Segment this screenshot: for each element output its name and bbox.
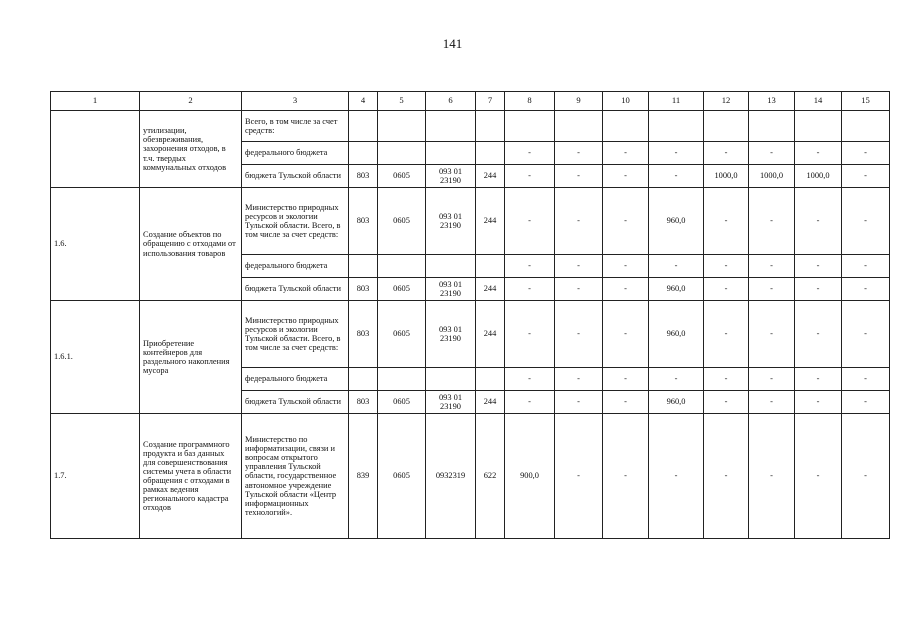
funding-source-cell: федерального бюджета: [242, 255, 349, 278]
value-cell-c9: -: [555, 391, 603, 414]
value-cell-c5: [378, 368, 426, 391]
funding-source-cell: бюджета Тульской области: [242, 278, 349, 301]
value-cell-c5: 0605: [378, 188, 426, 255]
column-header: 3: [242, 92, 349, 111]
value-cell-c9: -: [555, 414, 603, 539]
column-header: 13: [749, 92, 795, 111]
value-cell-c13: -: [749, 414, 795, 539]
value-cell-c8: -: [505, 278, 555, 301]
value-cell-c15: [842, 111, 890, 142]
value-cell-c14: 1000,0: [795, 165, 842, 188]
value-cell-c15: -: [842, 301, 890, 368]
value-cell-c7: 244: [476, 301, 505, 368]
value-cell-c5: 0605: [378, 391, 426, 414]
value-cell-c10: -: [603, 278, 649, 301]
value-cell-c11: 960,0: [649, 391, 704, 414]
funding-source-cell: федерального бюджета: [242, 142, 349, 165]
value-cell-c4: 803: [349, 391, 378, 414]
value-cell-c7: 622: [476, 414, 505, 539]
header-row: [51, 92, 890, 111]
value-cell-c4: 839: [349, 414, 378, 539]
value-cell-c13: [749, 111, 795, 142]
value-cell-c8: 900,0: [505, 414, 555, 539]
value-cell-c12: -: [704, 278, 749, 301]
value-cell-c7: 244: [476, 188, 505, 255]
value-cell-c11: 960,0: [649, 188, 704, 255]
value-cell-c6: [426, 255, 476, 278]
value-cell-c14: -: [795, 278, 842, 301]
value-cell-c12: -: [704, 255, 749, 278]
value-cell-c7: [476, 142, 505, 165]
value-cell-c9: -: [555, 165, 603, 188]
column-header: 4: [349, 92, 378, 111]
funding-source-cell: Министерство природных ресурсов и экологии Тульской области. Всего, в том числе за счет средств:: [242, 301, 349, 368]
funding-source-cell: Министерство природных ресурсов и экологии Тульской области. Всего, в том числе за счет средств:: [242, 188, 349, 255]
column-header: 2: [140, 92, 242, 111]
funding-source-cell: Министерство по информатизации, связи и вопросам открытого управления Тульской области, государственное автономное учреждение Тульской области «Центр информационных технологий».: [242, 414, 349, 539]
value-cell-c10: -: [603, 301, 649, 368]
value-cell-c12: -: [704, 368, 749, 391]
value-cell-c14: -: [795, 368, 842, 391]
value-cell-c15: -: [842, 391, 890, 414]
value-cell-c4: 803: [349, 188, 378, 255]
value-cell-c4: 803: [349, 165, 378, 188]
funding-source-cell: бюджета Тульской области: [242, 165, 349, 188]
value-cell-c6: 093 01 23190: [426, 188, 476, 255]
value-cell-c4: 803: [349, 301, 378, 368]
table-row: [51, 188, 890, 255]
value-cell-c14: [795, 111, 842, 142]
value-cell-c12: -: [704, 391, 749, 414]
value-cell-c13: -: [749, 301, 795, 368]
value-cell-c14: -: [795, 142, 842, 165]
value-cell-c12: -: [704, 142, 749, 165]
page-number: 141: [442, 36, 463, 51]
value-cell-c5: [378, 255, 426, 278]
value-cell-c12: -: [704, 301, 749, 368]
funding-source-cell: федерального бюджета: [242, 368, 349, 391]
value-cell-c11: -: [649, 142, 704, 165]
value-cell-c10: -: [603, 391, 649, 414]
item-code-cell: 1.6.: [51, 188, 140, 301]
value-cell-c14: -: [795, 414, 842, 539]
item-code-cell: [51, 111, 140, 188]
value-cell-c11: [649, 111, 704, 142]
value-cell-c9: -: [555, 255, 603, 278]
column-header: 8: [505, 92, 555, 111]
value-cell-c8: [505, 111, 555, 142]
value-cell-c13: -: [749, 255, 795, 278]
value-cell-c10: -: [603, 368, 649, 391]
value-cell-c5: 0605: [378, 301, 426, 368]
value-cell-c13: -: [749, 278, 795, 301]
value-cell-c6: 093 01 23190: [426, 391, 476, 414]
value-cell-c4: [349, 111, 378, 142]
value-cell-c8: -: [505, 142, 555, 165]
value-cell-c6: 093 01 23190: [426, 165, 476, 188]
value-cell-c11: 960,0: [649, 301, 704, 368]
column-header: 9: [555, 92, 603, 111]
item-name-cell: Создание программного продукта и баз данных для совершенствования системы учета в области обращения с отходами в рамках ведения регионального кадастра отходов: [140, 414, 242, 539]
value-cell-c7: [476, 255, 505, 278]
value-cell-c14: -: [795, 255, 842, 278]
column-header: 12: [704, 92, 749, 111]
value-cell-c11: -: [649, 414, 704, 539]
column-header: 14: [795, 92, 842, 111]
value-cell-c11: -: [649, 368, 704, 391]
value-cell-c10: -: [603, 414, 649, 539]
value-cell-c13: 1000,0: [749, 165, 795, 188]
value-cell-c4: [349, 368, 378, 391]
value-cell-c6: [426, 142, 476, 165]
funding-source-cell: Всего, в том числе за счет средств:: [242, 111, 349, 142]
value-cell-c9: -: [555, 142, 603, 165]
value-cell-c14: -: [795, 301, 842, 368]
value-cell-c15: -: [842, 255, 890, 278]
value-cell-c6: 093 01 23190: [426, 301, 476, 368]
value-cell-c14: -: [795, 188, 842, 255]
value-cell-c8: -: [505, 301, 555, 368]
column-header: 11: [649, 92, 704, 111]
value-cell-c9: -: [555, 368, 603, 391]
value-cell-c5: 0605: [378, 165, 426, 188]
value-cell-c4: 803: [349, 278, 378, 301]
column-header: 5: [378, 92, 426, 111]
value-cell-c5: 0605: [378, 414, 426, 539]
column-header: 7: [476, 92, 505, 111]
item-name-cell: утилизации, обезвреживания, захоронения отходов, в т.ч. твердых коммунальных отходов: [140, 111, 242, 188]
item-name-cell: Приобретение контейнеров для раздельного накопления мусора: [140, 301, 242, 414]
item-name-cell: Создание объектов по обращению с отходами от использования товаров: [140, 188, 242, 301]
value-cell-c6: 0932319: [426, 414, 476, 539]
value-cell-c6: 093 01 23190: [426, 278, 476, 301]
value-cell-c5: [378, 142, 426, 165]
value-cell-c9: [555, 111, 603, 142]
value-cell-c7: 244: [476, 391, 505, 414]
value-cell-c8: -: [505, 368, 555, 391]
value-cell-c8: -: [505, 255, 555, 278]
value-cell-c10: -: [603, 255, 649, 278]
item-code-cell: 1.6.1.: [51, 301, 140, 414]
value-cell-c10: -: [603, 165, 649, 188]
column-header: 15: [842, 92, 890, 111]
value-cell-c11: -: [649, 255, 704, 278]
value-cell-c9: -: [555, 301, 603, 368]
value-cell-c11: 960,0: [649, 278, 704, 301]
value-cell-c10: [603, 111, 649, 142]
value-cell-c13: -: [749, 142, 795, 165]
value-cell-c6: [426, 368, 476, 391]
column-header: 10: [603, 92, 649, 111]
column-header: 6: [426, 92, 476, 111]
column-header: 1: [51, 92, 140, 111]
budget-table: [50, 91, 890, 539]
value-cell-c15: -: [842, 142, 890, 165]
value-cell-c15: -: [842, 414, 890, 539]
value-cell-c11: -: [649, 165, 704, 188]
value-cell-c13: -: [749, 368, 795, 391]
value-cell-c12: -: [704, 188, 749, 255]
value-cell-c9: -: [555, 278, 603, 301]
value-cell-c15: -: [842, 165, 890, 188]
funding-source-cell: бюджета Тульской области: [242, 391, 349, 414]
value-cell-c7: [476, 111, 505, 142]
value-cell-c10: -: [603, 188, 649, 255]
table-row: [51, 111, 890, 142]
value-cell-c15: -: [842, 368, 890, 391]
value-cell-c10: -: [603, 142, 649, 165]
value-cell-c12: -: [704, 414, 749, 539]
value-cell-c15: -: [842, 278, 890, 301]
value-cell-c7: 244: [476, 165, 505, 188]
item-code-cell: 1.7.: [51, 414, 140, 539]
value-cell-c4: [349, 255, 378, 278]
value-cell-c7: 244: [476, 278, 505, 301]
value-cell-c12: 1000,0: [704, 165, 749, 188]
value-cell-c8: -: [505, 188, 555, 255]
value-cell-c7: [476, 368, 505, 391]
value-cell-c4: [349, 142, 378, 165]
value-cell-c13: -: [749, 391, 795, 414]
table-row: [51, 301, 890, 368]
value-cell-c14: -: [795, 391, 842, 414]
value-cell-c6: [426, 111, 476, 142]
value-cell-c15: -: [842, 188, 890, 255]
value-cell-c8: -: [505, 391, 555, 414]
value-cell-c8: -: [505, 165, 555, 188]
value-cell-c12: [704, 111, 749, 142]
value-cell-c9: -: [555, 188, 603, 255]
value-cell-c5: [378, 111, 426, 142]
value-cell-c5: 0605: [378, 278, 426, 301]
value-cell-c13: -: [749, 188, 795, 255]
table-row: [51, 414, 890, 539]
